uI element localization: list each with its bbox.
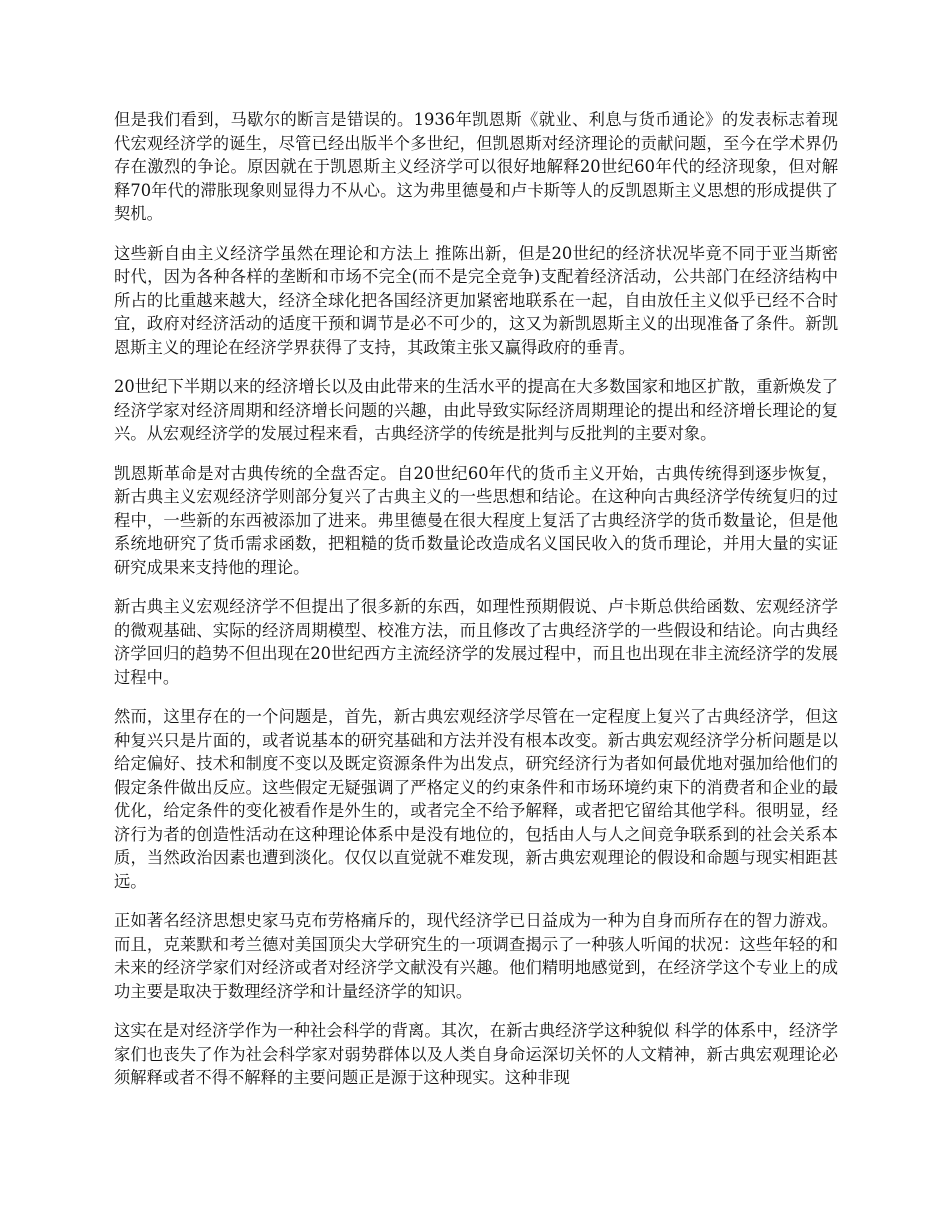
paragraph-4: 凯恩斯革命是对古典传统的全盘否定。自20世纪60年代的货币主义开始，古典传统得到逐步恢复，新古典主义宏观经济学则部分复兴了古典主义的一些思想和结论。在这种向古典经济学传统复归的过程中，一些新的东西被添加了进来。弗里德曼在很大程度上复活了古典经济学的货币数量论，但是他系统地研究了货币需求函数，把粗糙的货币数量论改造成名义国民收入的货币理论，并用大量的实证研究成果来支持他的理论。 <box>114 463 838 577</box>
paragraph-1: 但是我们看到，马歇尔的断言是错误的。1936年凯恩斯《就业、利息与货币通论》的发表标志着现代宏观经济学的诞生，尽管已经出版半个多世纪，但凯恩斯对经济理论的贡献问题，至今在学术界仍存在激烈的争论。原因就在于凯恩斯主义经济学可以很好地解释20世纪60年代的经济现象，但对解释70年代的滞胀现象则显得力不从心。这为弗里德曼和卢卡斯等人的反凯恩斯主义思想的形成提供了契机。 <box>114 110 838 223</box>
paragraph-3: 20世纪下半期以来的经济增长以及由此带来的生活水平的提高在大多数国家和地区扩散，重新焕发了经济学家对经济周期和经济增长问题的兴趣，由此导致实际经济周期理论的提出和经济增长理论的复兴。从宏观经济学的发展过程来看，古典经济学的传统是批判与反批判的主要对象。 <box>114 377 838 443</box>
paragraph-6: 然而，这里存在的一个问题是，首先，新古典宏观经济学尽管在一定程度上复兴了古典经济学，但这种复兴只是片面的，或者说基本的研究基础和方法并没有根本改变。新古典宏观经济学分析问题是以给定偏好、技术和制度不变以及既定资源条件为出发点，研究经济行为者如何最优地对强加给他们的假定条件做出反应。这些假定无疑强调了严格定义的约束条件和市场环境约束下的消费者和企业的最优化，给定条件的变化被看作是外生的，或者完全不给予解释，或者把它留给其他学科。很明显，经济行为者的创造性活动在这种理论体系中是没有地位的，包括由人与人之间竞争联系到的社会关系本质，当然政治因素也遭到淡化。仅仅以直觉就不难发现，新古典宏观理论的假设和命题与现实相距甚远。 <box>114 707 838 891</box>
paragraph-8: 这实在是对经济学作为一种社会科学的背离。其次，在新古典经济学这种貌似 科学的体系中，经济学家们也丧失了作为社会科学家对弱势群体以及人类自身命运深切关怀的人文精神，新古典宏观理论必须解释或者不得不解释的主要问题正是源于这种现实。这种非现 <box>114 1021 838 1087</box>
paragraph-2: 这些新自由主义经济学虽然在理论和方法上 推陈出新，但是20世纪的经济状况毕竟不同于亚当斯密时代，因为各种各样的垄断和市场不完全(而不是完全竞争)支配着经济活动，公共部门在经济结构中所占的比重越来越大，经济全球化把各国经济更加紧密地联系在一起，自由放任主义似乎已经不合时宜，政府对经济活动的适度干预和调节是必不可少的，这又为新凯恩斯主义的出现准备了条件。新凯恩斯主义的理论在经济学界获得了支持，其政策主张又赢得政府的垂青。 <box>114 243 838 357</box>
paragraph-7: 正如著名经济思想史家马克布劳格痛斥的，现代经济学已日益成为一种为自身而所存在的智力游戏。而且，克莱默和考兰德对美国顶尖大学研究生的一项调查揭示了一种骇人听闻的状况：这些年轻的和未来的经济学家们对经济或者对经济学文献没有兴趣。他们精明地感觉到，在经济学这个专业上的成功主要是取决于数理经济学和计量经济学的知识。 <box>114 911 838 1001</box>
paragraph-5: 新古典主义宏观经济学不但提出了很多新的东西，如理性预期假说、卢卡斯总供给函数、宏观经济学的微观基础、实际的经济周期模型、校准方法，而且修改了古典经济学的一些假设和结论。向古典经济学回归的趋势不但出现在20世纪西方主流经济学的发展过程中，而且也出现在非主流经济学的发展过程中。 <box>114 597 838 687</box>
document-body <box>114 108 838 1106</box>
